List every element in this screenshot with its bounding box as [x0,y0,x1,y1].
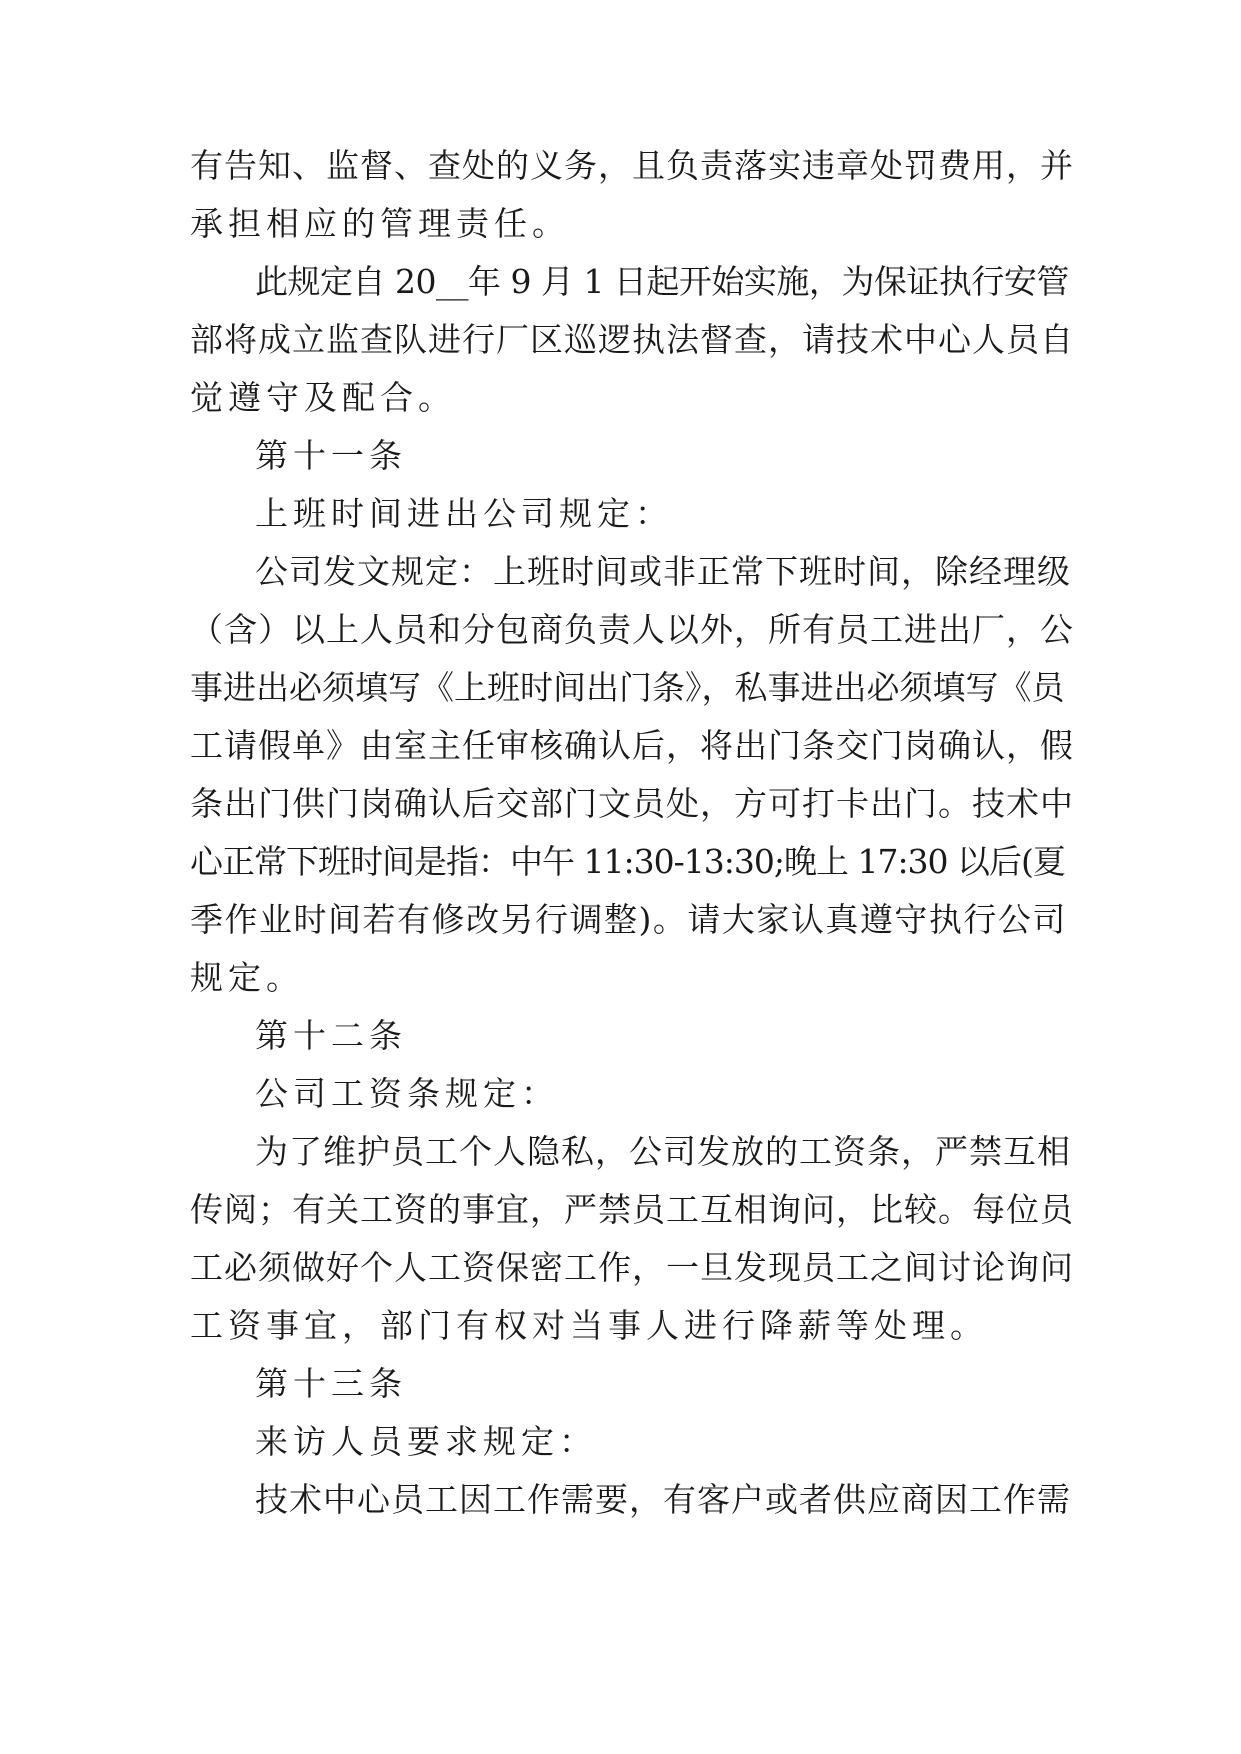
article-heading: 第十三条 [255,1364,407,1403]
section-heading: 上班时间进出公司规定： [255,494,673,533]
text-line: 觉遵守及配合。 [190,378,456,417]
text-line: 传阅；有关工资的事宜，严禁员工互相询问，比较。每位员 [190,1190,1074,1229]
text-line: 承担相应的管理责任。 [190,204,570,243]
article-heading: 第十二条 [255,1016,407,1055]
text-line: 此规定自 20__年 9 月 1 日起开始实施，为保证执行安管 [255,262,1069,301]
text-line: （含）以上人员和分包商负责人以外，所有员工进出厂，公 [190,610,1074,649]
text-line: 工资事宜，部门有权对当事人进行降薪等处理。 [190,1306,988,1345]
text-line: 事进出必须填写《上班时间出门条》，私事进出必须填写《员 [190,668,1065,707]
text-line: 心正常下班时间是指：中午 11:30-13:30;晚上 17:30 以后(夏 [190,842,1065,881]
text-line: 技术中心员工因工作需要，有客户或者供应商因工作需 [255,1480,1071,1519]
section-heading: 公司工资条规定： [255,1074,559,1113]
text-line: 条出门供门岗确认后交部门文员处，方可打卡出门。技术中 [190,784,1074,823]
text-line: 公司发文规定：上班时间或非正常下班时间，除经理级 [255,552,1071,591]
text-line: 规定。 [190,958,304,997]
section-heading: 来访人员要求规定： [255,1422,597,1461]
text-line: 季作业时间若有修改另行调整)。请大家认真遵守执行公司 [190,900,1067,939]
text-line: 工必须做好个人工资保密工作，一旦发现员工之间讨论询问 [190,1248,1074,1287]
text-line: 部将成立监查队进行厂区巡逻执法督查，请技术中心人员自 [190,320,1074,359]
article-heading: 第十一条 [255,436,407,475]
text-line: 有告知、监督、查处的义务，且负责落实违章处罚费用，并 [190,146,1074,185]
text-line: 为了维护员工个人隐私，公司发放的工资条，严禁互相 [255,1132,1071,1171]
text-line: 工请假单》由室主任审核确认后，将出门条交门岗确认，假 [190,726,1074,765]
